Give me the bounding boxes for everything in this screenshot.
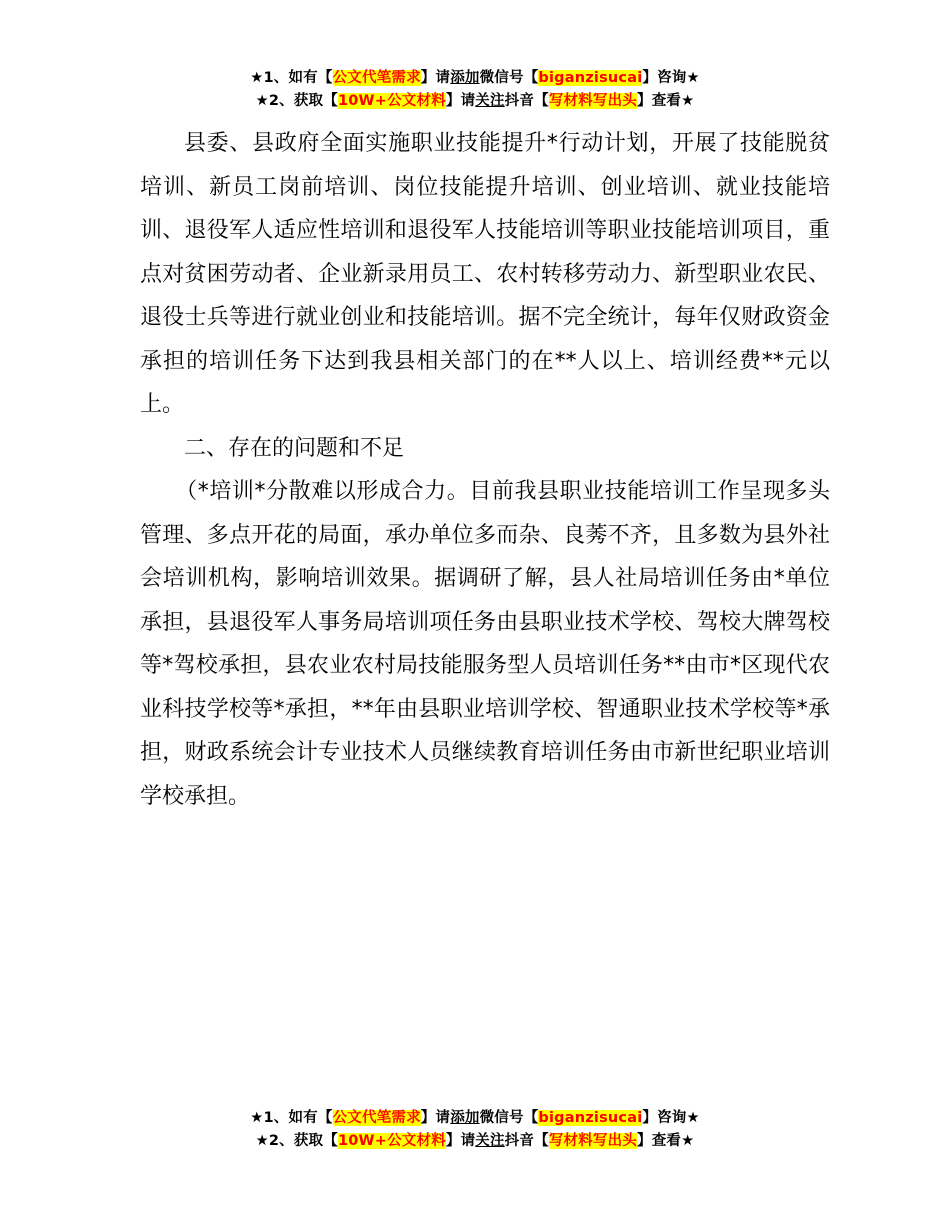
banner-highlight: 10W+公文材料 <box>337 93 446 109</box>
banner-highlight: 写材料写出头 <box>548 1133 638 1149</box>
banner-highlight: biganzisucai <box>538 1110 643 1126</box>
banner-text: 】查看★ <box>637 1133 695 1149</box>
banner-line-2 <box>0 1130 950 1153</box>
header-banner <box>0 67 950 113</box>
banner-line-2 <box>0 90 950 113</box>
banner-text: 】请 <box>445 1133 476 1149</box>
banner-text: 】咨询★ <box>642 70 700 86</box>
document-body <box>140 122 830 818</box>
banner-line-1 <box>0 67 950 90</box>
banner-text: 抖音【 <box>504 1133 549 1149</box>
banner-highlight: 公文代笔需求 <box>332 1110 421 1126</box>
banner-text: 】请 <box>445 93 476 109</box>
banner-text: ★1、如有【 <box>250 1110 333 1126</box>
banner-text: 】请 <box>420 70 451 86</box>
banner-emphasis: 添加 <box>450 70 480 86</box>
banner-text: 抖音【 <box>504 93 549 109</box>
banner-line-1 <box>0 1107 950 1130</box>
paragraph-1: 县委、县政府全面实施职业技能提升*行动计划，开展了技能脱贫培训、新员工岗前培训、岗位技能提升培训、创业培训、就业技能培训、退役军人适应性培训和退役军人技能培训等职业技能培训项目，重点对贫困劳动者、企业新录用员工、农村转移劳动力、新型职业农民、退役士兵等进行就业创业和技能培训。据不完全统计，每年仅财政资金承担的培训任务下达到我县相关部门的在**人以上、培训经费**元以上。 <box>140 131 830 417</box>
banner-text: ★2、获取【 <box>255 1133 338 1149</box>
banner-text: ★2、获取【 <box>255 93 338 109</box>
banner-highlight: biganzisucai <box>538 70 643 86</box>
banner-text: 】咨询★ <box>642 1110 700 1126</box>
banner-highlight: 10W+公文材料 <box>337 1133 446 1149</box>
banner-highlight: 写材料写出头 <box>548 93 638 109</box>
banner-text: ★1、如有【 <box>250 70 333 86</box>
banner-text: 微信号【 <box>479 1110 539 1126</box>
banner-text: 】请 <box>420 1110 451 1126</box>
banner-highlight: 公文代笔需求 <box>332 70 421 86</box>
paragraph-2: （*培训*分散难以形成合力。目前我县职业技能培训工作呈现多头管理、多点开花的局面，承办单位多而杂、良莠不齐，且多数为县外社会培训机构，影响培训效果。据调研了解，县人社局培训任务由*单位承担，县退役军人事务局培训项任务由县职业技术学校、驾校大牌驾校等*驾校承担，县农业农村局技能服务型人员培训任务**由市*区现代农业科技学校等*承担，**年由县职业培训学校、智通职业技术学校等*承担，财政系统会计专业技术人员继续教育培训任务由市新世纪职业培训学校承担。 <box>140 479 830 809</box>
footer-banner <box>0 1107 950 1153</box>
section-heading: 二、存在的问题和不足 <box>184 435 405 461</box>
banner-emphasis: 关注 <box>475 1133 505 1149</box>
banner-text: 微信号【 <box>479 70 539 86</box>
banner-emphasis: 添加 <box>450 1110 480 1126</box>
banner-text: 】查看★ <box>637 93 695 109</box>
banner-emphasis: 关注 <box>475 93 505 109</box>
